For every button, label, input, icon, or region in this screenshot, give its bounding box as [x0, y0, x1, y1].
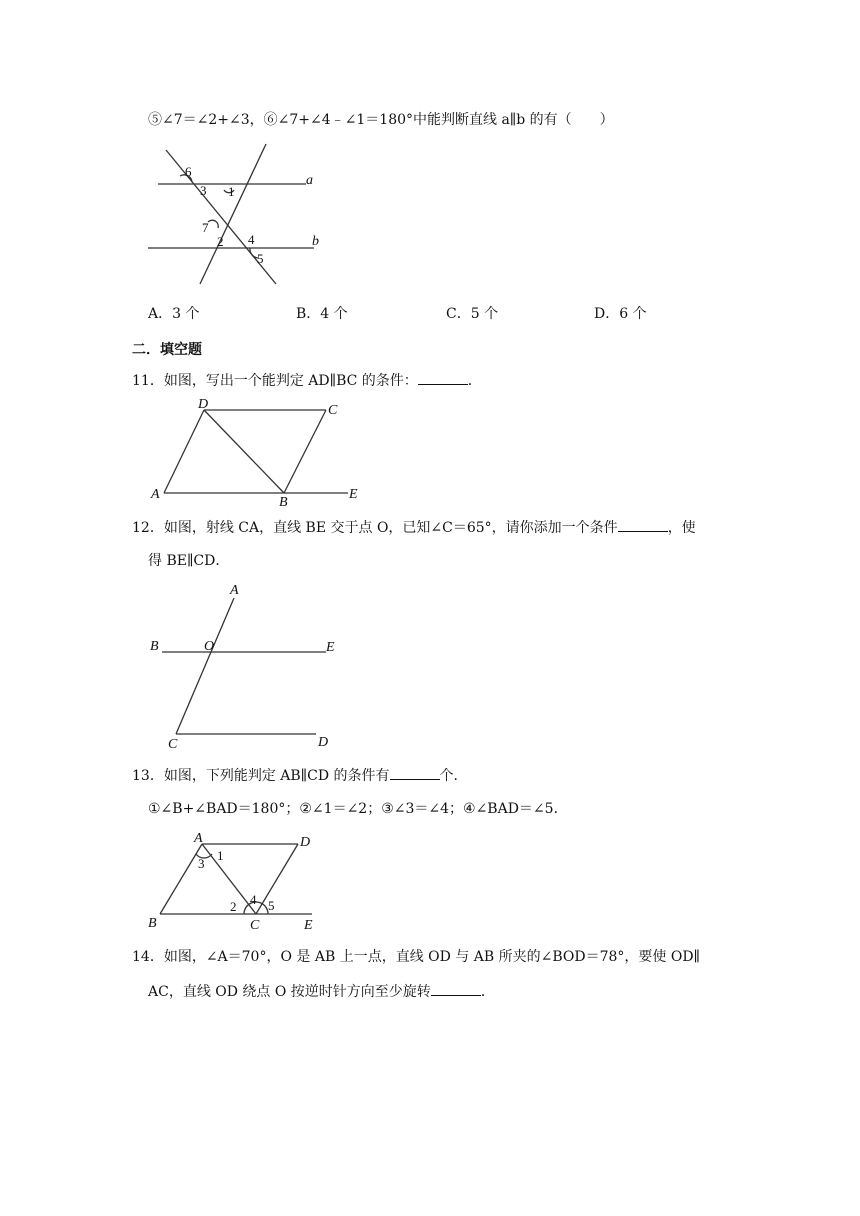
q12-line2: 得 BE∥CD． [148, 553, 230, 569]
q10-option-d: D．6 个 [594, 306, 647, 322]
q13-answer-blank[interactable] [390, 765, 440, 780]
q11-label-b: B [279, 495, 288, 510]
q11-label-d: D [198, 397, 209, 412]
q11-label-a: A [151, 487, 160, 502]
q13-label-d: D [300, 835, 311, 850]
q14-answer-blank[interactable] [431, 981, 481, 996]
q13-label-1: 1 [217, 848, 224, 863]
q11-answer-blank[interactable] [418, 370, 468, 385]
q12-label-b: B [150, 639, 159, 654]
q10-label-2: 2 [217, 234, 224, 249]
q12-answer-blank[interactable] [618, 517, 668, 532]
q13-label-2: 2 [230, 899, 237, 914]
q13-label-c: C [250, 918, 260, 933]
q13-label-b: B [148, 916, 157, 931]
q13-label-5: 5 [268, 898, 275, 913]
q11-figure [148, 396, 368, 508]
q10-label-b: b [312, 234, 319, 249]
q13-label-a: A [194, 831, 203, 846]
q10-label-4: 4 [248, 232, 255, 247]
q14-line2: AC，直线 OD 绕点 O 按逆时针方向至少旋转 ． [148, 981, 495, 1002]
q10-stem: ⑤∠7＝∠2+∠3，⑥∠7+∠4﹣∠1＝180°中能判断直线 a∥b 的有（ ） [148, 112, 614, 128]
q10-label-3: 3 [200, 183, 207, 198]
q13-label-3: 3 [198, 856, 205, 871]
q14-line1: 14．如图，∠A＝70°，O 是 AB 上一点，直线 OD 与 AB 所夹的∠BOD＝78°，要使 OD∥ [132, 949, 701, 965]
q10-option-b: B．4 个 [296, 306, 348, 322]
q12-label-c: C [168, 737, 178, 752]
q11-label-e: E [349, 487, 358, 502]
q11-stem: 11．如图，写出一个能判定 AD∥BC 的条件： ． [132, 370, 482, 391]
q10-label-7: 7 [202, 220, 209, 235]
q10-label-6: 6 [185, 164, 192, 179]
q13-label-e: E [304, 918, 313, 933]
q12-label-e: E [326, 640, 335, 655]
q11-label-c: C [328, 403, 338, 418]
q12-label-o: O [204, 639, 215, 654]
section-title: 二．填空题 [132, 342, 202, 358]
q13-stem: 13．如图，下列能判定 AB∥CD 的条件有 个． [132, 765, 468, 786]
q10-label-1: 1 [228, 184, 235, 199]
q12-line1: 12．如图，射线 CA，直线 BE 交于点 O，已知∠C＝65°，请你添加一个条件 ，使 [132, 517, 696, 538]
q12-figure [146, 578, 346, 750]
q13-conditions: ①∠B+∠BAD＝180°；②∠1＝∠2；③∠3＝∠4；④∠BAD＝∠5． [148, 801, 568, 817]
q10-option-c: C．5 个 [446, 306, 499, 322]
q13-label-4: 4 [250, 892, 257, 907]
q10-figure [140, 138, 340, 293]
q10-label-5: 5 [257, 251, 264, 266]
q12-label-a: A [230, 583, 239, 598]
q10-option-a: A．3 个 [148, 306, 200, 322]
q10-label-a: a [306, 173, 313, 188]
q13-figure [146, 828, 346, 936]
q12-label-d: D [318, 735, 329, 750]
